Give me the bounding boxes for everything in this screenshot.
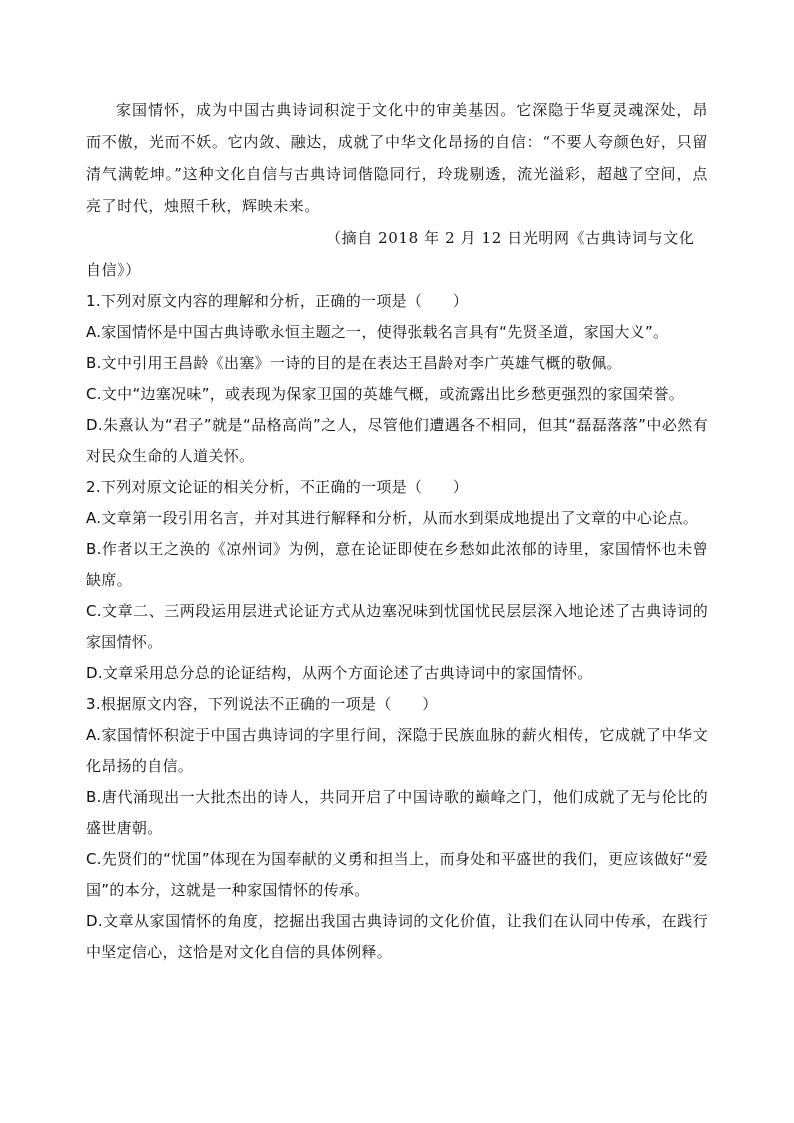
question-1 xyxy=(86,286,708,472)
option-a: A.文章第一段引用名言，并对其进行解释和分析，从而水到渠成地提出了文章的中心论点。 xyxy=(86,509,699,527)
passage-source: （摘自 2018 年 2 月 12 日光明网《古典诗词与文化自信》） xyxy=(86,229,695,279)
option-d: D.文章采用总分总的论证结构，从两个方面论述了古典诗词中的家国情怀。 xyxy=(86,664,593,682)
question-stem: 2.下列对原文论证的相关分析，不正确的一项是（ ） xyxy=(86,478,469,496)
option-b: B.文中引用王昌龄《出塞》一诗的目的是在表达王昌龄对李广英雄气概的敬佩。 xyxy=(86,354,622,372)
question-stem: 1.下列对原文内容的理解和分析，正确的一项是（ ） xyxy=(86,292,469,310)
option-d: D.朱熹认为“君子”就是“品格高尚”之人，尽管他们遭遇各不相同，但其“磊磊落落”中必然有对民众生命的人道关怀。 xyxy=(86,416,708,465)
question-stem: 3.根据原文内容，下列说法不正确的一项是（ ） xyxy=(86,695,438,713)
option-b: B.唐代涌现出一大批杰出的诗人，共同开启了中国诗歌的巅峰之门，他们成就了无与伦比的盛世唐朝。 xyxy=(86,788,708,837)
question-2 xyxy=(86,472,708,689)
option-a: A.家国情怀是中国古典诗歌永恒主题之一，使得张载名言具有“先贤圣道，家国大义”。 xyxy=(86,323,669,341)
question-3 xyxy=(86,689,708,968)
question-list xyxy=(86,286,708,968)
option-d: D.文章从家国情怀的角度，挖掘出我国古典诗词的文化价值，让我们在认同中传承，在践行中坚定信心，这恰是对文化自信的具体例释。 xyxy=(86,912,708,961)
option-c: C.文章二、三两段运用层进式论证方式从边塞况味到忧国忧民层层深入地论述了古典诗词的家国情怀。 xyxy=(86,602,708,651)
passage-paragraph: 家国情怀，成为中国古典诗词积淀于文化中的审美基因。它深隐于华夏灵魂深处，昂而不傲，光而不妖。它内敛、融达，成就了中华文化昂扬的自信：“不要人夸颜色好，只留清气满乾坤。”这种文化自信与古典诗词偕隐同行，玲珑剔透，流光溢彩，超越了空间，点亮了时代，烛照千秋，辉映未来。 xyxy=(86,101,708,215)
option-b: B.作者以王之涣的《凉州词》为例，意在论证即使在乡愁如此浓郁的诗里，家国情怀也未曾缺席。 xyxy=(86,540,708,589)
option-c: C.先贤们的“忧国”体现在为国奉献的义勇和担当上，而身处和平盛世的我们，更应该做好“爱国”的本分，这就是一种家国情怀的传承。 xyxy=(86,850,708,899)
option-a: A.家国情怀积淀于中国古典诗词的字里行间，深隐于民族血脉的薪火相传，它成就了中华文化昂扬的自信。 xyxy=(86,726,708,775)
option-c: C.文中“边塞况味”，或表现为保家卫国的英雄气概，或流露出比乡愁更强烈的家国荣誉。 xyxy=(86,385,685,403)
